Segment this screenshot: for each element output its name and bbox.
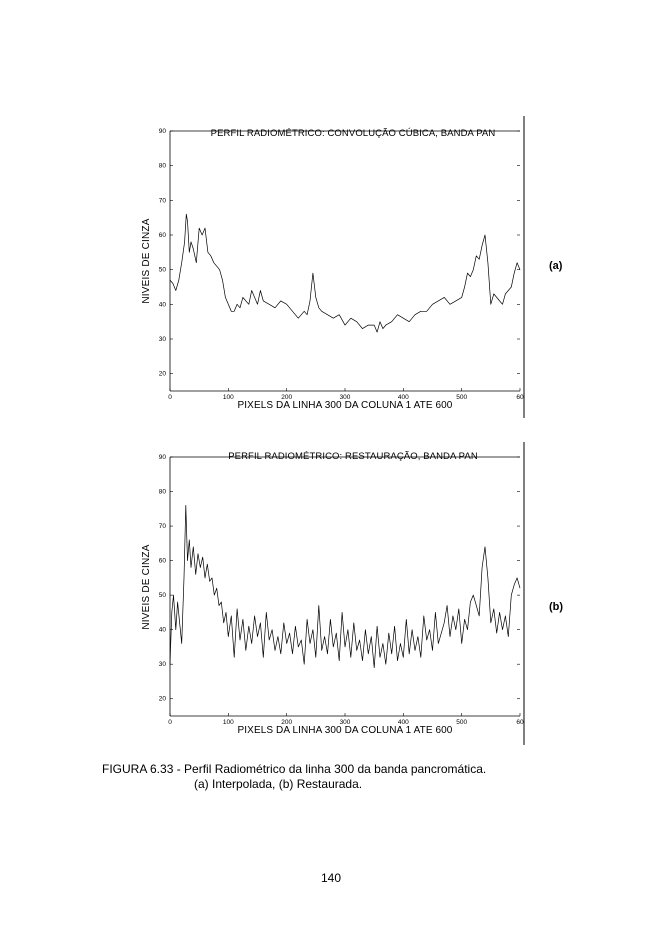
y-tick-label: 20 xyxy=(158,370,166,378)
chart-title: PERFIL RADIOMÉTRICO: RESTAURAÇÃO, BANDA PAN xyxy=(228,451,478,462)
y-tick-label: 50 xyxy=(158,592,166,600)
figure-caption-line-1: FIGURA 6.33 - Perfil Radiométrico da linha 300 da banda pancromática. xyxy=(102,762,487,776)
y-tick-label: 50 xyxy=(158,266,166,274)
y-tick-label: 30 xyxy=(158,661,166,669)
x-tick-label: 60 xyxy=(516,394,524,401)
x-tick-label: 200 xyxy=(281,719,293,726)
x-axis-label: PIXELS DA LINHA 300 DA COLUNA 1 ATE 600 xyxy=(237,400,453,411)
x-tick-label: 500 xyxy=(456,719,468,726)
y-tick-label: 40 xyxy=(158,626,166,634)
x-tick-label: 0 xyxy=(168,719,172,726)
x-tick-label: 200 xyxy=(281,394,293,401)
y-tick-label: 60 xyxy=(158,557,166,565)
x-tick-label: 400 xyxy=(397,719,409,726)
y-axis-label: NIVEIS DE CINZA xyxy=(141,218,152,304)
x-tick-label: 100 xyxy=(222,394,234,401)
chart-panel-b xyxy=(141,442,524,745)
figure-caption-line-2: (a) Interpolada, (b) Restaurada. xyxy=(194,777,363,791)
x-tick-label: 300 xyxy=(339,394,351,401)
x-axis-label: PIXELS DA LINHA 300 DA COLUNA 1 ATE 600 xyxy=(237,725,453,736)
y-tick-label: 80 xyxy=(158,162,166,170)
x-tick-label: 60 xyxy=(516,719,524,726)
y-tick-label: 60 xyxy=(158,232,166,239)
y-tick-label: 40 xyxy=(158,301,166,309)
y-tick-label: 90 xyxy=(158,454,166,461)
chart-title: PERFIL RADIOMÉTRICO: CONVOLUÇÃO CÚBICA, BANDA PAN xyxy=(210,128,496,139)
chart-panel-a xyxy=(141,116,524,418)
x-tick-label: 300 xyxy=(339,719,351,726)
panel-tag-b: (b) xyxy=(549,601,564,613)
series-line xyxy=(170,214,520,332)
y-tick-label: 90 xyxy=(158,128,166,135)
y-tick-label: 20 xyxy=(158,695,166,703)
x-tick-label: 500 xyxy=(456,394,468,401)
y-tick-label: 80 xyxy=(158,488,166,496)
panel-tag-a: (a) xyxy=(549,260,563,272)
x-tick-label: 400 xyxy=(397,394,409,401)
series-line xyxy=(170,505,520,667)
x-tick-label: 0 xyxy=(168,394,172,401)
x-tick-label: 100 xyxy=(222,719,234,726)
y-tick-label: 70 xyxy=(158,523,166,531)
y-tick-label: 30 xyxy=(158,336,166,343)
y-axis-label: NIVEIS DE CINZA xyxy=(141,544,152,630)
y-tick-label: 70 xyxy=(158,197,166,205)
page-number: 140 xyxy=(320,871,342,885)
